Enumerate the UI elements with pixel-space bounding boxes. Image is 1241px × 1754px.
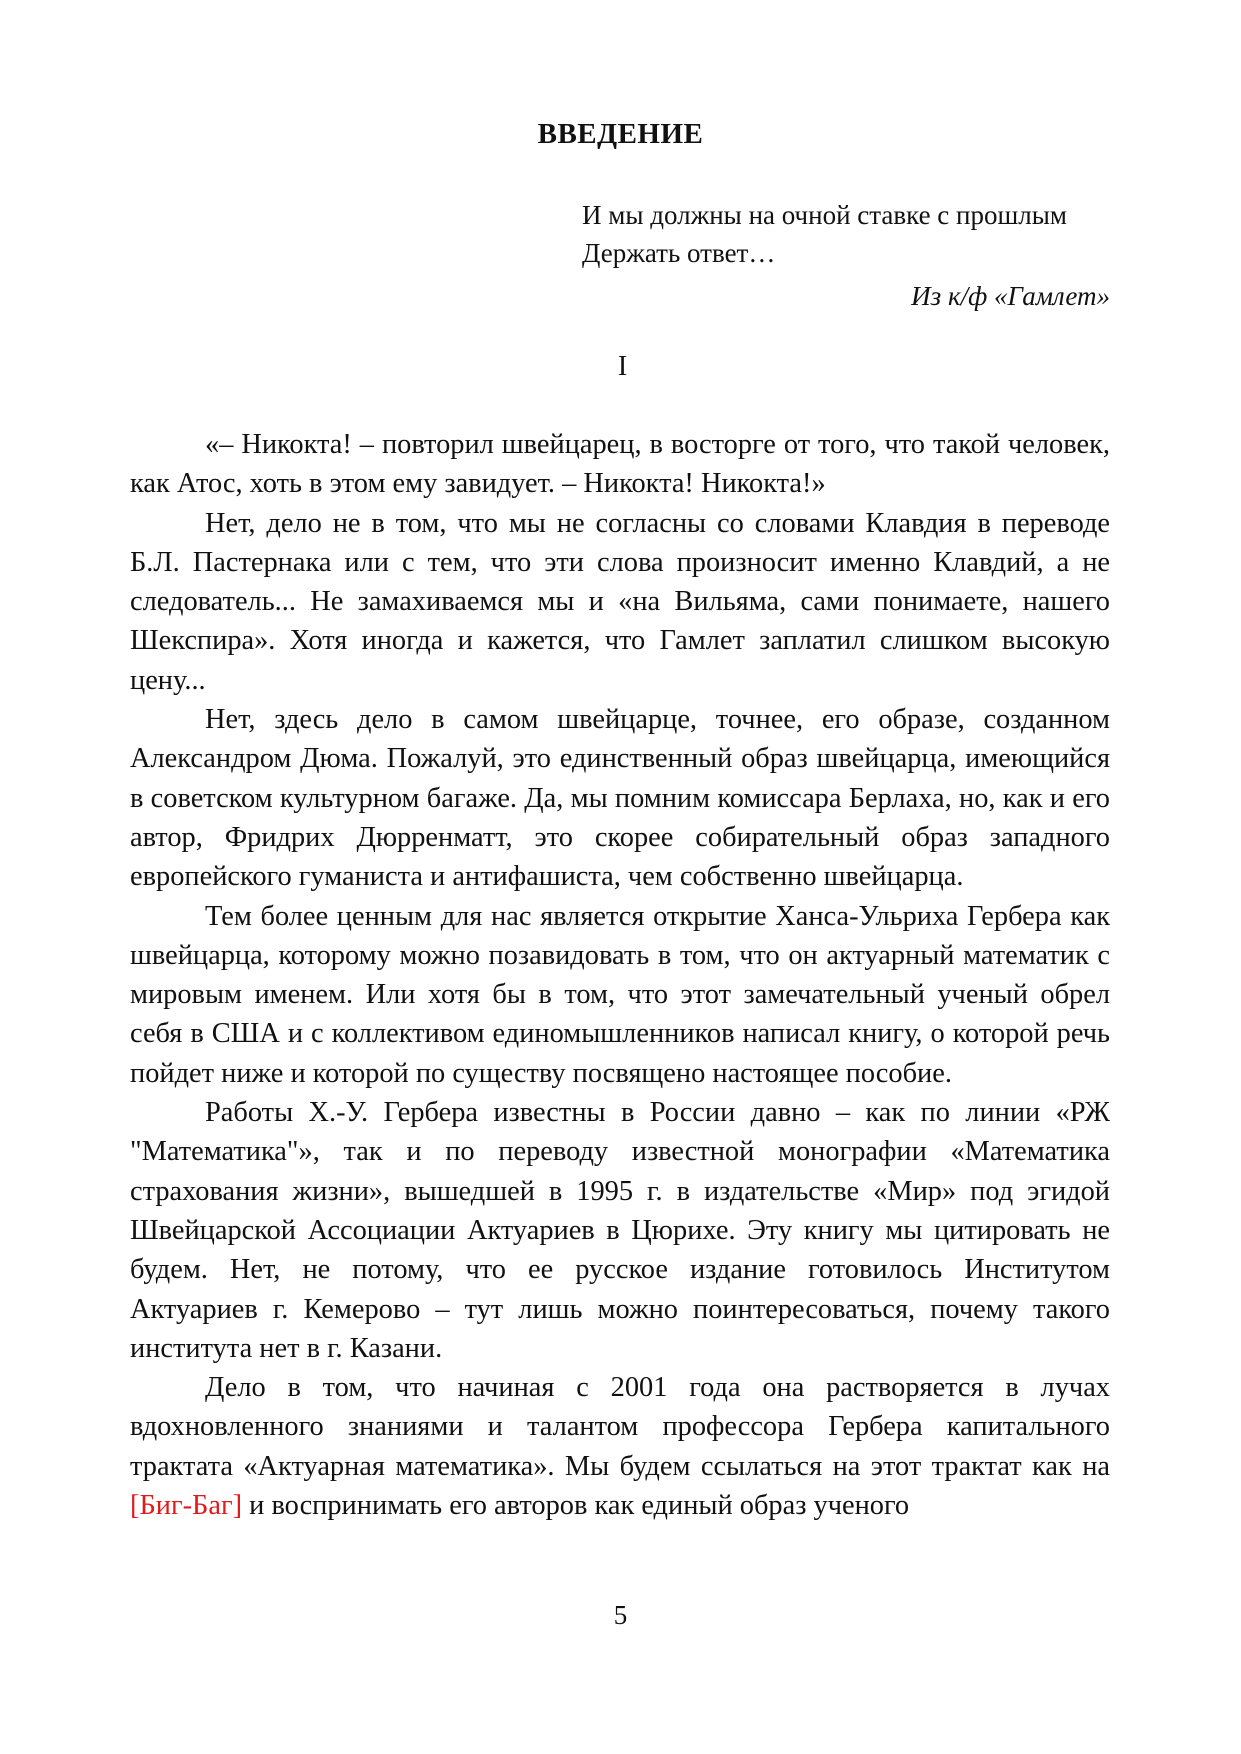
paragraph-text-before: Дело в том, что начиная с 2001 года она растворяется в лучах вдохновленного знаниями и талантом профессора Гербера капитального трактата «Актуарная математика». Мы будем ссылаться на этот трактат как на: [130, 1372, 1110, 1482]
page-number: 5: [613, 1600, 628, 1630]
epigraph: [582, 196, 1110, 315]
paragraph: Тем более ценным для нас является открытие Ханса-Ульриха Гербера как швейцарца, которому можно позавидовать в том, что он актуарный математик с мировым именем. Или хотя бы в том, что этот замечательный ученый обрел себя в США и с коллективом единомышленников написал книгу, о которой речь пойдет ниже и которой по существу посвящено настоящее пособие.: [130, 900, 1110, 1089]
epigraph-line: И мы должны на очной ставке с прошлым: [582, 200, 1067, 230]
reference-link[interactable]: [Биг-Баг]: [130, 1490, 243, 1522]
body-text: [130, 425, 1110, 1525]
epigraph-source: Из к/ф «Гамлет»: [911, 281, 1110, 311]
paragraph: «– Никокта! – повторил швейцарец, в восторге от того, что такой человек, как Атос, хоть в этом ему завидует. – Никокта! Никокта!»: [130, 429, 1110, 500]
paragraph-last: [130, 1368, 1110, 1525]
chapter-heading: ВВЕДЕНИЕ: [537, 118, 704, 150]
paragraph: Работы Х.-У. Гербера известны в России давно – как по линии «РЖ "Математика"», так и по переводу известной монографии «Математика страхования жизни», вышедшей в 1995 г. в издательстве «Мир» под эгидой Швейцарской Ассоциации Актуариев в Цюрихе. Эту книгу мы цитировать не будем. Нет, не потому, что ее русское издание готовилось Институтом Актуариев г. Кемерово – тут лишь можно поинтересоваться, почему такого института нет в г. Казани.: [130, 1097, 1110, 1364]
paragraph: Нет, дело не в том, что мы не согласны со словами Клавдия в переводе Б.Л. Пастернака или с тем, что эти слова произносит именно Клавдий, а не следователь... Не замахиваемся мы и «на Вильяма, сами понимаете, нашего Шекспира». Хотя иногда и кажется, что Гамлет заплатил слишком высокую цену...: [130, 507, 1110, 696]
epigraph-line: Держать ответ…: [582, 238, 776, 268]
paragraph-text-after: и воспринимать его авторов как единый образ ученого: [242, 1490, 910, 1522]
paragraph: Нет, здесь дело в самом швейцарце, точнее, его образе, созданном Александром Дюма. Пожалуй, это единственный образ швейцарца, имеющийся в советском культурном багаже. Да, мы помним комиссара Берлаха, но, как и его автор, Фридрих Дюрренматт, это скорее собирательный образ западного европейского гуманиста и антифашиста, чем собственно швейцарца.: [130, 704, 1110, 893]
section-number: I: [617, 351, 628, 382]
